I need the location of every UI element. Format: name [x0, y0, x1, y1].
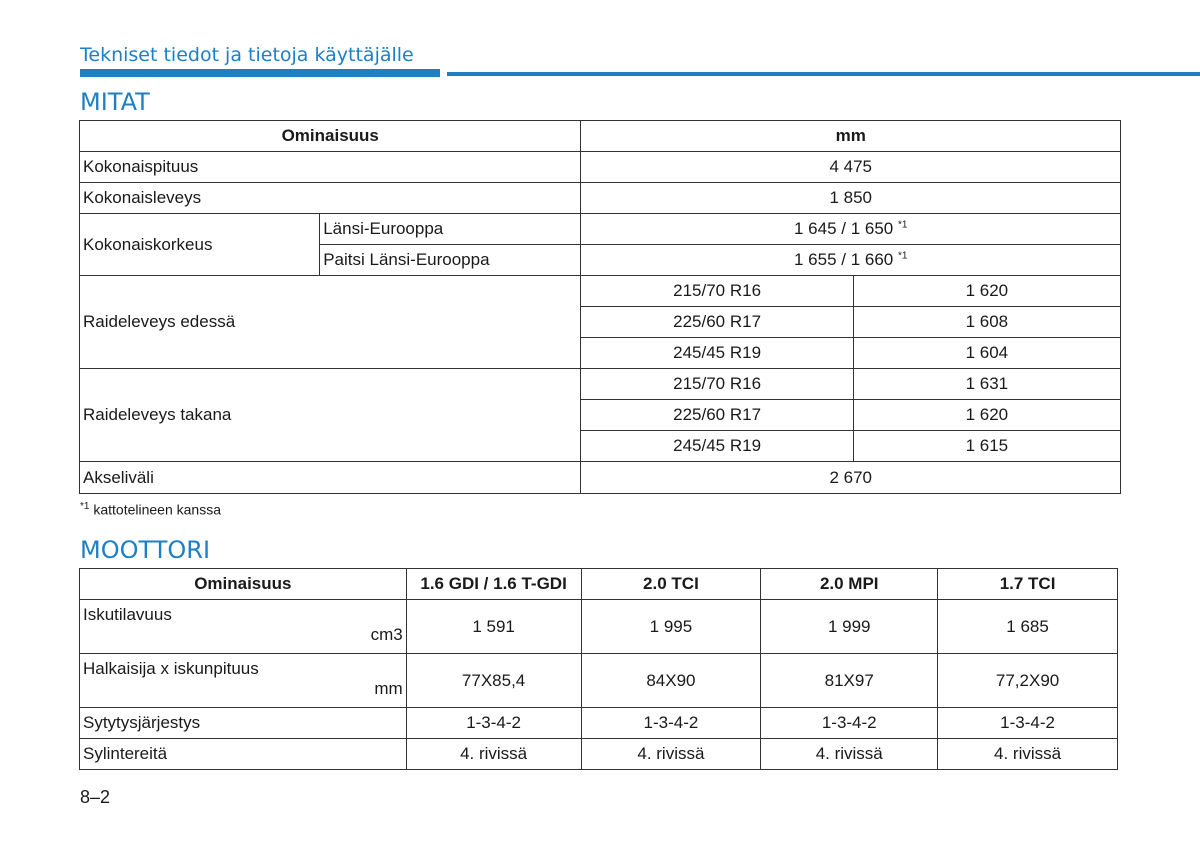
footnote-text: kattotelineen kanssa: [93, 501, 221, 518]
sub-label-other: Paitsi Länsi-Eurooppa: [320, 245, 581, 276]
column-header-engine: 1.7 TCI: [938, 569, 1118, 600]
value-height-west: [581, 214, 1121, 245]
label-text: Iskutilavuus: [83, 605, 172, 624]
engine-value: 77,2X90: [938, 654, 1118, 708]
track-value: 1 620: [853, 276, 1120, 307]
table-row: [80, 152, 1121, 183]
row-label-front-track: Raideleveys edessä: [80, 276, 581, 369]
table-row: [80, 369, 1121, 400]
table-row: [80, 214, 1121, 245]
page-number: 8–2: [80, 787, 111, 807]
row-label-height: Kokonaiskorkeus: [80, 214, 320, 276]
engine-value: 77X85,4: [406, 654, 581, 708]
chapter-title: Tekniset tiedot ja tietoja käyttäjälle: [80, 44, 414, 66]
column-header-property: Ominaisuus: [80, 121, 581, 152]
footnote-marker: *1: [80, 501, 90, 512]
unit-label: mm: [374, 679, 403, 698]
table-row: [80, 462, 1121, 494]
table-row: [80, 183, 1121, 214]
engine-value: 1 999: [761, 600, 938, 654]
value-width: 1 850: [581, 183, 1121, 214]
value-text: 1 655 / 1 660: [794, 250, 894, 269]
engine-value: 4. rivissä: [581, 739, 761, 770]
value-length: 4 475: [581, 152, 1121, 183]
engine-value: 1-3-4-2: [761, 708, 938, 739]
track-value: 1 608: [853, 307, 1120, 338]
row-label-rear-track: Raideleveys takana: [80, 369, 581, 462]
engine-value: 1-3-4-2: [406, 708, 581, 739]
footnote-marker: *1: [898, 219, 908, 231]
column-header-mm: mm: [581, 121, 1121, 152]
engine-heading: MOOTTORI: [80, 536, 211, 564]
footnote-marker: *1: [898, 250, 908, 262]
engine-value: 84X90: [581, 654, 761, 708]
row-label-cylinders: Sylintereitä: [80, 739, 407, 770]
table-header-row: [80, 121, 1121, 152]
table-header-row: [80, 569, 1118, 600]
tire-size: 245/45 R19: [581, 431, 853, 462]
track-value: 1 615: [853, 431, 1120, 462]
engine-value: 4. rivissä: [761, 739, 938, 770]
label-text: Halkaisija x iskunpituus: [83, 659, 259, 678]
engine-value: 1 685: [938, 600, 1118, 654]
row-label-length: Kokonaispituus: [80, 152, 581, 183]
tire-size: 225/60 R17: [581, 307, 853, 338]
track-value: 1 631: [853, 369, 1120, 400]
table-row: [80, 739, 1118, 770]
header-rule-thin: [447, 72, 1200, 76]
dimensions-heading: MITAT: [80, 88, 150, 116]
table-row: [80, 654, 1118, 708]
header-rule-thick: [80, 69, 440, 77]
footnote: [80, 501, 221, 518]
row-label-displacement: [80, 600, 407, 654]
tire-size: 225/60 R17: [581, 400, 853, 431]
track-value: 1 620: [853, 400, 1120, 431]
row-label-bore-stroke: [80, 654, 407, 708]
value-text: 1 645 / 1 650: [794, 219, 894, 238]
value-wheelbase: 2 670: [581, 462, 1121, 494]
engine-table: [79, 568, 1118, 770]
engine-value: 1-3-4-2: [581, 708, 761, 739]
tire-size: 245/45 R19: [581, 338, 853, 369]
row-label-width: Kokonaisleveys: [80, 183, 581, 214]
engine-value: 1 591: [406, 600, 581, 654]
column-header-property: Ominaisuus: [80, 569, 407, 600]
tire-size: 215/70 R16: [581, 276, 853, 307]
tire-size: 215/70 R16: [581, 369, 853, 400]
engine-value: 4. rivissä: [406, 739, 581, 770]
table-row: [80, 708, 1118, 739]
engine-value: 81X97: [761, 654, 938, 708]
column-header-engine: 1.6 GDI / 1.6 T-GDI: [406, 569, 581, 600]
table-row: [80, 600, 1118, 654]
row-label-wheelbase: Akseliväli: [80, 462, 581, 494]
column-header-engine: 2.0 MPI: [761, 569, 938, 600]
track-value: 1 604: [853, 338, 1120, 369]
engine-value: 4. rivissä: [938, 739, 1118, 770]
column-header-engine: 2.0 TCI: [581, 569, 761, 600]
sub-label-west-europe: Länsi-Eurooppa: [320, 214, 581, 245]
engine-value: 1 995: [581, 600, 761, 654]
dimensions-table: [79, 120, 1121, 494]
unit-label: cm3: [370, 625, 403, 644]
row-label-firing-order: Sytytysjärjestys: [80, 708, 407, 739]
value-height-other: [581, 245, 1121, 276]
engine-value: 1-3-4-2: [938, 708, 1118, 739]
table-row: [80, 276, 1121, 307]
